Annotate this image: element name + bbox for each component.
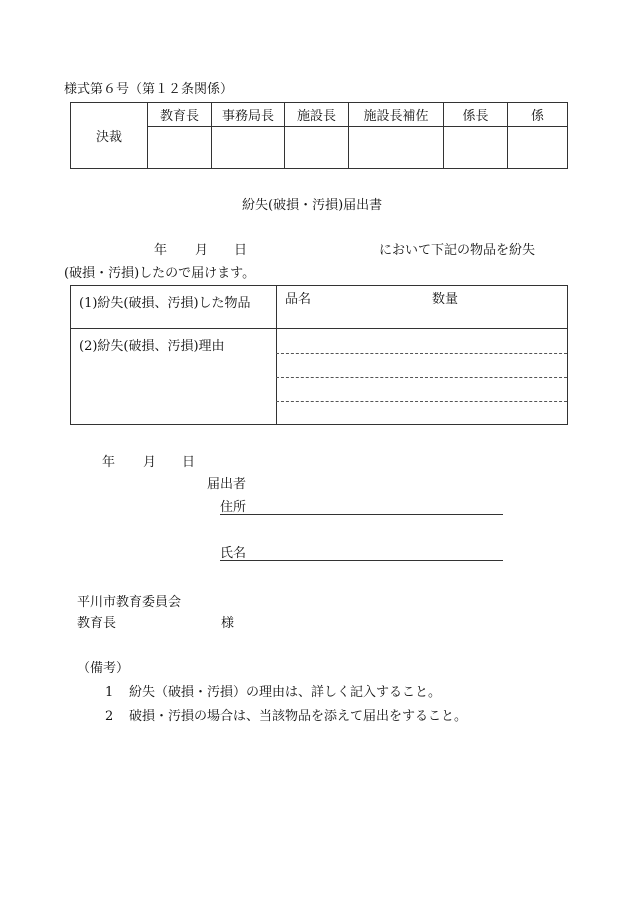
submission-day-label: 日 — [182, 455, 196, 470]
approval-stamp-assistant-director[interactable] — [349, 127, 444, 169]
incident-year-label: 年 — [154, 243, 168, 258]
approval-stamp-section-chief[interactable] — [444, 127, 508, 169]
approval-stamp-superintendent[interactable] — [148, 127, 212, 169]
item-quantity-label: 数量 — [432, 292, 459, 307]
document-title: 紛失(破損・汚損)届出書 — [242, 198, 383, 213]
approval-header-facility-director: 施設長 — [285, 103, 349, 127]
address-label: 住所 — [220, 500, 247, 515]
reason-line-2 — [276, 377, 567, 378]
reason-label: (2)紛失(破損、汚損)理由 — [79, 339, 225, 354]
note-2-text: 破損・汚損の場合は、当該物品を添えて届出をすること。 — [129, 709, 468, 724]
items-table — [70, 285, 568, 425]
submission-year-label: 年 — [102, 455, 116, 470]
approval-table — [70, 102, 568, 169]
approval-header-bureau-chief: 事務局長 — [212, 103, 285, 127]
approval-header-staff: 係 — [508, 103, 568, 127]
approval-stamp-staff[interactable] — [508, 127, 568, 169]
form-number-label: 様式第６号（第１２条関係） — [64, 82, 234, 97]
notes-heading: （備考） — [77, 661, 130, 676]
item-name-label: 品名 — [285, 292, 312, 307]
reason-line-1 — [276, 353, 567, 354]
name-label: 氏名 — [220, 546, 247, 561]
addressee-honorific: 様 — [221, 616, 235, 631]
approval-row-label: 決裁 — [71, 103, 148, 169]
addressee-title: 教育長 — [77, 616, 117, 631]
address-field-line[interactable] — [220, 514, 503, 515]
note-2-number: 2 — [105, 709, 114, 724]
approval-header-section-chief: 係長 — [444, 103, 508, 127]
approval-stamp-facility-director[interactable] — [285, 127, 349, 169]
incident-day-label: 日 — [234, 243, 248, 258]
incident-month-label: 月 — [195, 243, 209, 258]
submitter-label: 届出者 — [207, 477, 247, 492]
approval-header-superintendent: 教育長 — [148, 103, 212, 127]
intro-line-2: (破損・汚損)したので届けます。 — [64, 266, 256, 281]
name-field-line[interactable] — [220, 560, 503, 561]
reason-line-3 — [276, 401, 567, 402]
note-1-number: 1 — [105, 685, 114, 700]
note-1-text: 紛失（破損・汚損）の理由は、詳しく記入すること。 — [129, 685, 442, 700]
incident-place-text: において下記の物品を紛失 — [379, 243, 536, 258]
submission-month-label: 月 — [143, 455, 157, 470]
approval-stamp-bureau-chief[interactable] — [212, 127, 285, 169]
lost-item-entry[interactable] — [277, 286, 568, 329]
addressee-organization: 平川市教育委員会 — [77, 595, 182, 610]
lost-item-label: (1)紛失(破損、汚損)した物品 — [79, 296, 251, 311]
approval-header-assistant-director: 施設長補佐 — [349, 103, 444, 127]
